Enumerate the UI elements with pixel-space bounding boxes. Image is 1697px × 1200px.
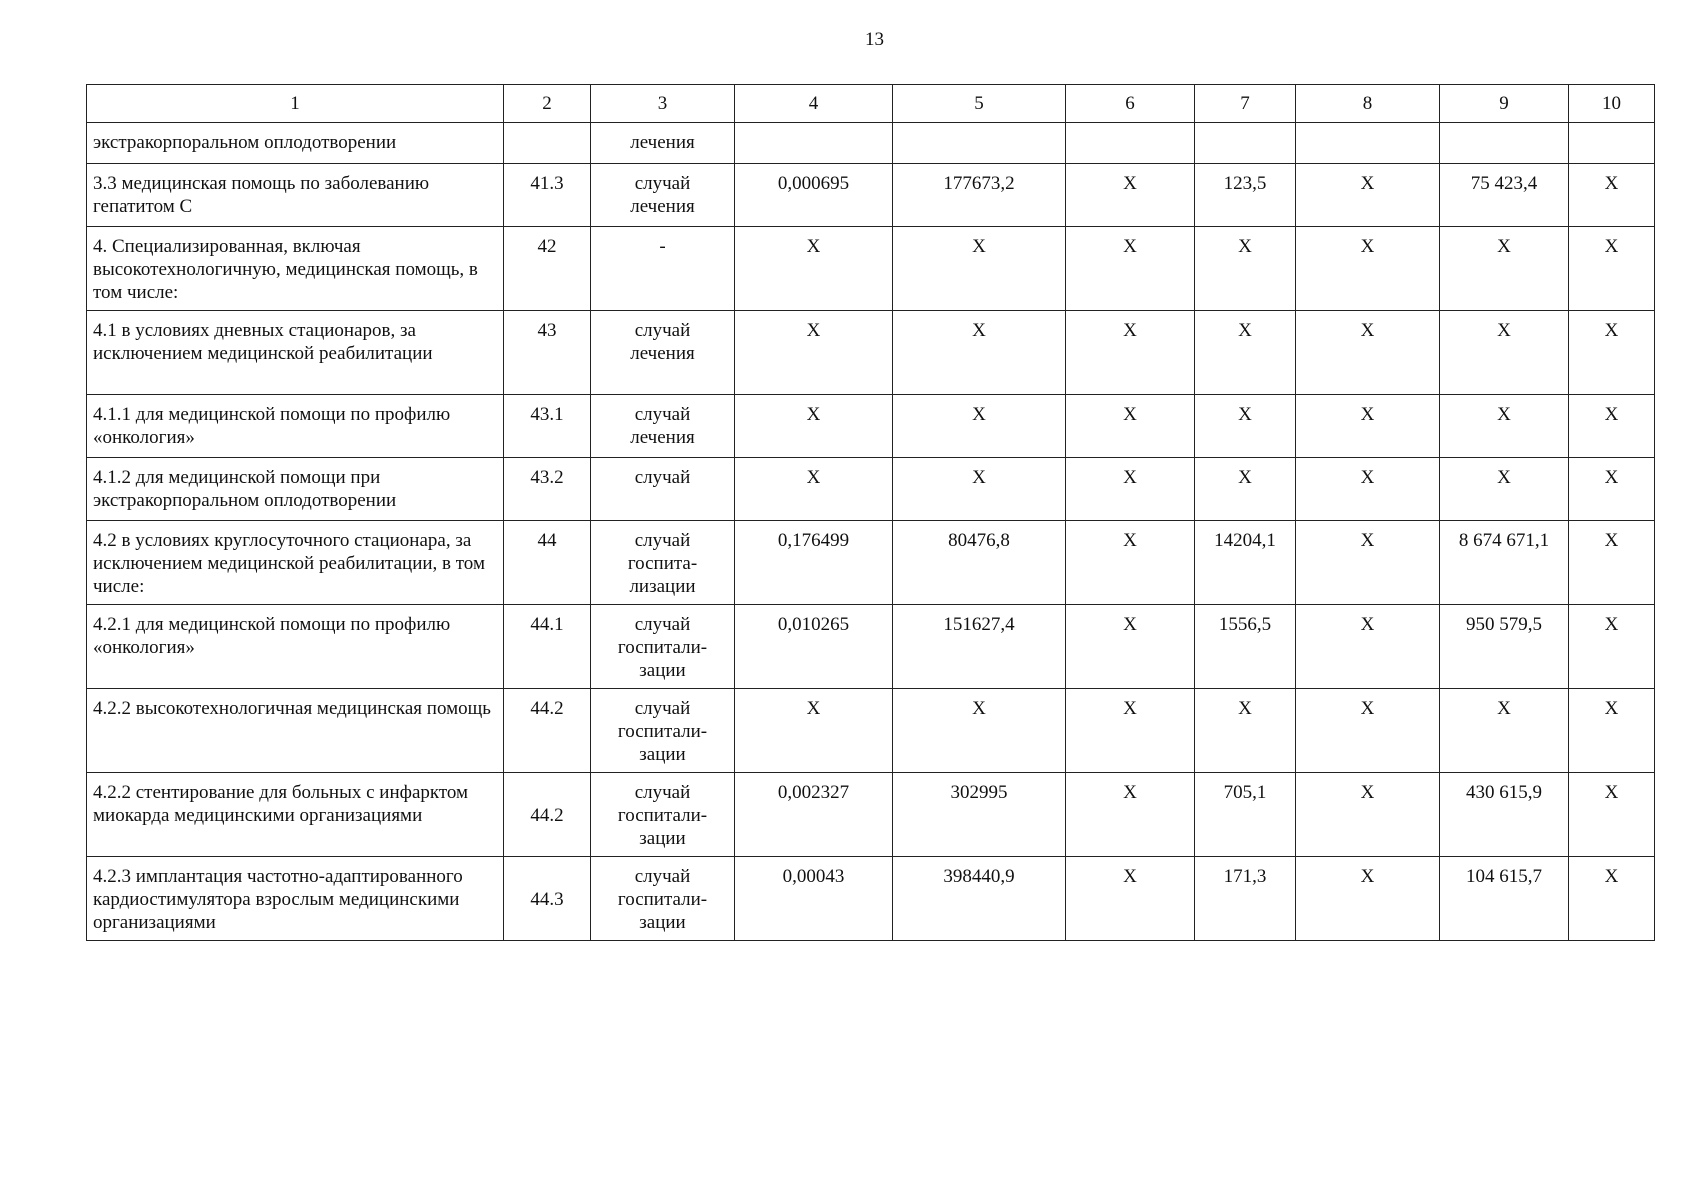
row-value-cell: 0,002327 <box>735 773 893 857</box>
data-table <box>86 84 1655 941</box>
row-value-cell: Х <box>1440 689 1569 773</box>
table-row <box>87 857 1655 941</box>
row-name-cell: 4.1.1 для медицинской помощи по профилю «онкология» <box>87 395 504 458</box>
row-value-cell: Х <box>1195 395 1296 458</box>
row-value-cell: Х <box>1569 605 1655 689</box>
column-number-row <box>87 85 1655 123</box>
row-code-cell: 44 <box>504 521 591 605</box>
row-name-cell: 4.2 в условиях круглосуточного стационара, за исключением медицинской реабилитации, в том числе: <box>87 521 504 605</box>
row-value-cell: Х <box>1066 227 1195 311</box>
row-name-cell: 4.1 в условиях дневных стационаров, за исключением медицинской реабилитации <box>87 311 504 395</box>
row-code-cell: 43 <box>504 311 591 395</box>
unit-line: случай <box>634 467 691 488</box>
row-name-cell: 4.1.2 для медицинской помощи при экстракорпоральном оплодотворении <box>87 458 504 521</box>
row-value-cell: Х <box>1296 458 1440 521</box>
row-value-cell: 398440,9 <box>893 857 1066 941</box>
unit-line: госпитали- <box>617 637 708 658</box>
row-value-cell: 8 674 671,1 <box>1440 521 1569 605</box>
unit-line: лечения <box>630 196 695 217</box>
row-value-cell: Х <box>1569 164 1655 227</box>
row-value-cell: Х <box>1195 227 1296 311</box>
row-value-cell <box>1195 123 1296 164</box>
row-code-cell <box>504 123 591 164</box>
row-name-cell: 4.2.2 стентирование для больных с инфарктом миокарда медицинскими организациями <box>87 773 504 857</box>
column-number: 7 <box>1195 85 1296 123</box>
row-code-cell: 42 <box>504 227 591 311</box>
row-value-cell: Х <box>893 689 1066 773</box>
column-number: 6 <box>1066 85 1195 123</box>
row-value-cell: Х <box>1066 605 1195 689</box>
unit-line: зации <box>639 912 686 933</box>
row-value-cell: Х <box>893 395 1066 458</box>
unit-line: случай <box>634 404 691 425</box>
row-value-cell: Х <box>1569 395 1655 458</box>
row-value-cell: 0,176499 <box>735 521 893 605</box>
row-value-cell: Х <box>1440 227 1569 311</box>
row-value-cell: Х <box>1066 773 1195 857</box>
row-unit-cell <box>591 773 735 857</box>
table-row <box>87 458 1655 521</box>
unit-line: - <box>659 236 666 257</box>
row-value-cell: Х <box>1296 689 1440 773</box>
row-value-cell: Х <box>1569 857 1655 941</box>
row-code-cell: 44.3 <box>504 857 591 941</box>
unit-line: случай <box>634 698 691 719</box>
row-unit-cell <box>591 164 735 227</box>
row-value-cell: Х <box>735 458 893 521</box>
row-value-cell: Х <box>1066 689 1195 773</box>
row-value-cell: Х <box>1296 605 1440 689</box>
row-code-cell: 43.1 <box>504 395 591 458</box>
row-value-cell: 171,3 <box>1195 857 1296 941</box>
row-value-cell: Х <box>1569 311 1655 395</box>
unit-line: госпитали- <box>617 889 708 910</box>
table-row <box>87 227 1655 311</box>
row-unit-cell <box>591 857 735 941</box>
row-value-cell: Х <box>893 458 1066 521</box>
row-value-cell: Х <box>1569 773 1655 857</box>
row-value-cell: Х <box>893 227 1066 311</box>
row-value-cell: Х <box>1296 395 1440 458</box>
row-value-cell: 177673,2 <box>893 164 1066 227</box>
row-unit-cell <box>591 227 735 311</box>
row-value-cell: Х <box>735 395 893 458</box>
unit-line: случай <box>634 320 691 341</box>
row-value-cell: Х <box>1440 458 1569 521</box>
row-value-cell: Х <box>1066 395 1195 458</box>
row-value-cell: Х <box>1296 164 1440 227</box>
row-value-cell: Х <box>1195 311 1296 395</box>
unit-line: случай <box>634 614 691 635</box>
row-value-cell: 14204,1 <box>1195 521 1296 605</box>
row-value-cell: 151627,4 <box>893 605 1066 689</box>
table-row <box>87 689 1655 773</box>
table-row <box>87 311 1655 395</box>
row-value-cell: 430 615,9 <box>1440 773 1569 857</box>
column-number: 1 <box>87 85 504 123</box>
table-row <box>87 521 1655 605</box>
unit-line: госпитали- <box>617 805 708 826</box>
row-value-cell <box>735 123 893 164</box>
row-unit-cell <box>591 458 735 521</box>
unit-line: случай <box>634 173 691 194</box>
column-number: 5 <box>893 85 1066 123</box>
unit-line: зации <box>639 828 686 849</box>
row-unit-cell <box>591 521 735 605</box>
row-name-cell: 3.3 медицинская помощь по заболеванию гепатитом С <box>87 164 504 227</box>
row-value-cell: 80476,8 <box>893 521 1066 605</box>
row-name-cell: 4.2.3 имплантация частотно-адаптированного кардиостимулятора взрослым медицинскими организациями <box>87 857 504 941</box>
row-value-cell: Х <box>1569 227 1655 311</box>
row-value-cell: Х <box>1066 311 1195 395</box>
unit-line: госпита- <box>627 553 698 574</box>
row-value-cell: Х <box>1569 689 1655 773</box>
unit-line: случай <box>634 782 691 803</box>
row-code-cell: 41.3 <box>504 164 591 227</box>
row-value-cell: 302995 <box>893 773 1066 857</box>
column-number: 2 <box>504 85 591 123</box>
row-value-cell <box>1296 123 1440 164</box>
unit-line: зации <box>639 660 686 681</box>
row-value-cell <box>1569 123 1655 164</box>
row-code-cell: 44.1 <box>504 605 591 689</box>
unit-line: случай <box>634 866 691 887</box>
row-value-cell: Х <box>1296 227 1440 311</box>
row-code-cell: 44.2 <box>504 773 591 857</box>
table-row <box>87 123 1655 164</box>
row-code-cell: 43.2 <box>504 458 591 521</box>
row-name-cell: экстракорпоральном оплодотворении <box>87 123 504 164</box>
row-value-cell: Х <box>1066 521 1195 605</box>
row-value-cell: Х <box>1195 458 1296 521</box>
row-value-cell: Х <box>1066 458 1195 521</box>
row-unit-cell <box>591 689 735 773</box>
unit-line: лечения <box>630 132 695 153</box>
row-value-cell: 123,5 <box>1195 164 1296 227</box>
row-unit-cell <box>591 395 735 458</box>
row-unit-cell <box>591 311 735 395</box>
unit-line: лизации <box>629 576 696 597</box>
unit-line: лечения <box>630 343 695 364</box>
row-value-cell: 0,00043 <box>735 857 893 941</box>
column-number: 9 <box>1440 85 1569 123</box>
row-value-cell: Х <box>1296 773 1440 857</box>
row-value-cell: Х <box>893 311 1066 395</box>
table-row <box>87 395 1655 458</box>
row-value-cell: 0,010265 <box>735 605 893 689</box>
row-value-cell: Х <box>1440 311 1569 395</box>
row-name-cell: 4.2.1 для медицинской помощи по профилю «онкология» <box>87 605 504 689</box>
unit-line: госпитали- <box>617 721 708 742</box>
row-value-cell: 0,000695 <box>735 164 893 227</box>
row-value-cell: Х <box>1440 395 1569 458</box>
row-unit-cell <box>591 605 735 689</box>
unit-line: зации <box>639 744 686 765</box>
row-value-cell: Х <box>1296 311 1440 395</box>
row-unit-cell <box>591 123 735 164</box>
row-value-cell <box>1066 123 1195 164</box>
row-value-cell: Х <box>1066 857 1195 941</box>
column-number: 4 <box>735 85 893 123</box>
row-value-cell: Х <box>1195 689 1296 773</box>
row-value-cell: 950 579,5 <box>1440 605 1569 689</box>
row-value-cell: 705,1 <box>1195 773 1296 857</box>
row-code-cell: 44.2 <box>504 689 591 773</box>
row-value-cell: 104 615,7 <box>1440 857 1569 941</box>
unit-line: лечения <box>630 427 695 448</box>
table-row <box>87 773 1655 857</box>
row-name-cell: 4.2.2 высокотехнологичная медицинская помощь <box>87 689 504 773</box>
row-value-cell: 1556,5 <box>1195 605 1296 689</box>
column-number: 3 <box>591 85 735 123</box>
page-number: 13 <box>865 29 884 50</box>
row-value-cell: Х <box>1066 164 1195 227</box>
unit-line: случай <box>634 530 691 551</box>
table-row <box>87 164 1655 227</box>
row-value-cell: Х <box>735 227 893 311</box>
row-value-cell: Х <box>1569 458 1655 521</box>
row-value-cell <box>1440 123 1569 164</box>
row-value-cell: 75 423,4 <box>1440 164 1569 227</box>
row-value-cell <box>893 123 1066 164</box>
row-value-cell: Х <box>1569 521 1655 605</box>
table-row <box>87 605 1655 689</box>
row-value-cell: Х <box>735 689 893 773</box>
table-body <box>87 85 1655 941</box>
row-value-cell: Х <box>1296 857 1440 941</box>
row-value-cell: Х <box>735 311 893 395</box>
column-number: 10 <box>1569 85 1655 123</box>
row-name-cell: 4. Специализированная, включая высокотехнологичную, медицинская помощь, в том числе: <box>87 227 504 311</box>
column-number: 8 <box>1296 85 1440 123</box>
row-value-cell: Х <box>1296 521 1440 605</box>
